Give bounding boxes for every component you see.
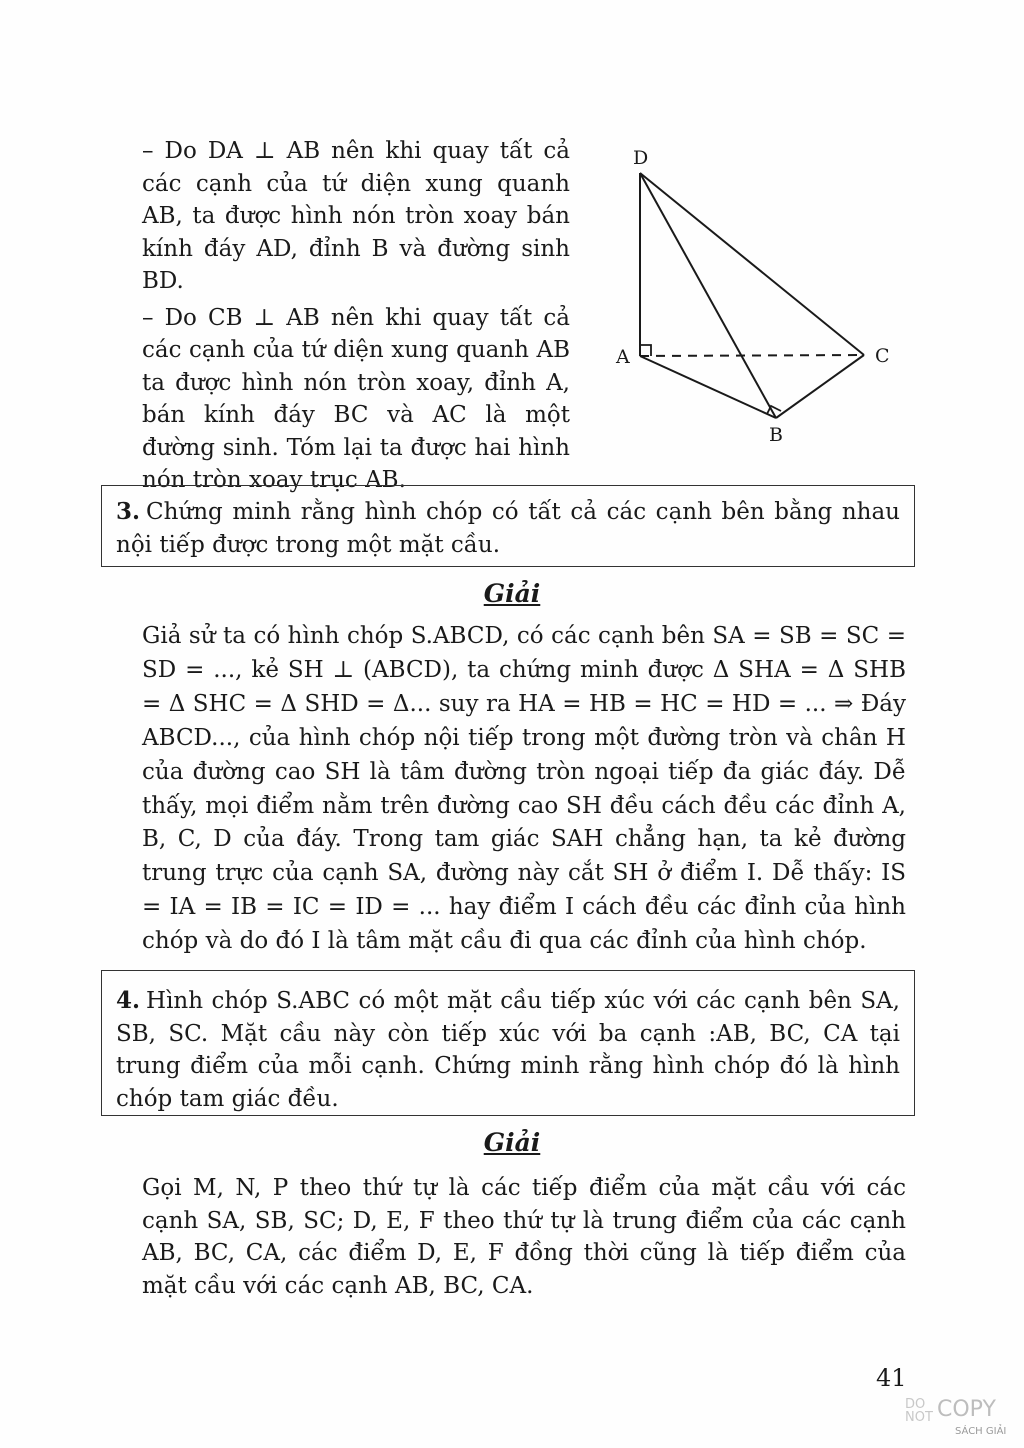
problem-4-text: Hình chóp S.ABC có một mặt cầu tiếp xúc với các cạnh bên SA, SB, SC. Mặt cầu này còn tiếp xúc với ba cạnh :AB, BC, CA tại trung điểm của mỗi cạnh. Chứng minh rằng hình chóp đó là hình chóp tam giác đều. [116,988,900,1112]
tetrahedron-figure [590,130,910,460]
watermark-site: SÁCH GIẢI [955,1426,1007,1437]
intro-paragraph-1: – Do DA ⊥ AB nên khi quay tất cả các cạnh của tứ diện xung quanh AB, ta được hình nón tròn xoay bán kính đáy AD, đỉnh B và đường sinh BD. [142,138,570,294]
watermark-not: NOT [905,1410,933,1425]
watermark-copy: COPY [937,1397,996,1422]
edge-DC [640,173,864,355]
solution-4-text [142,1172,906,1302]
label-A: A [616,346,630,368]
label-D: D [633,147,649,169]
solution-3-heading: Giải [483,579,541,608]
edge-BC [776,355,864,418]
solution-4-heading: Giải [483,1128,541,1157]
intro-paragraph-2: – Do CB ⊥ AB nên khi quay tất cả các cạnh của tứ diện xung quanh AB ta được hình nón tròn xoay, đỉnh A, bán kính đáy BC và AC là một đường sinh. Tóm lại ta được hai hình nón tròn xoay trục AB. [142,304,570,493]
watermark-do: DO [905,1397,926,1412]
solution-4-paragraph: Gọi M, N, P theo thứ tự là các tiếp điểm của mặt cầu với các cạnh SA, SB, SC; D, E, F theo thứ tự là trung điểm của các cạnh AB, BC, CA, các điểm D, E, F đồng thời cũng là tiếp điểm của mặt cầu với các cạnh AB, BC, CA. [142,1175,906,1299]
problem-3-box [101,485,915,567]
problem-4-box [101,970,915,1116]
intro-text [142,135,570,497]
edge-DB [640,173,776,418]
label-C: C [875,345,890,367]
problem-4-number: 4. [116,987,141,1014]
edge-AB [640,356,776,418]
page-number: 41 [876,1364,907,1392]
solution-3-text [142,620,906,959]
solution-3-paragraph: Giả sử ta có hình chóp S.ABCD, có các cạnh bên SA = SB = SC = SD = ..., kẻ SH ⊥ (ABCD), ta chứng minh được Δ SHA = Δ SHB = Δ SHC = Δ SHD = Δ... suy ra HA = HB = HC = HD = ... ⇒ Đáy ABCD..., của hình chóp nội tiếp trong một đường tròn và chân H của đường cao SH là tâm đường tròn ngoại tiếp đa giác đáy. Dễ thấy, mọi điểm nằm trên đường cao SH đều cách đều các đỉnh A, B, C, D của đáy. Trong tam giác SAH chẳng hạn, ta kẻ đường trung trực của cạnh SA, đường này cắt SH ở điểm I. Dễ thấy: IS = IA = IB = IC = ID = ... hay điểm I cách đều các đỉnh của hình chóp và do đó I là tâm mặt cầu đi qua các đỉnh của hình chóp. [142,623,906,955]
watermark-logo [905,1398,1013,1444]
problem-3-text: Chứng minh rằng hình chóp có tất cả các cạnh bên bằng nhau nội tiếp được trong một mặt cầu. [116,499,900,558]
right-angle-mark-A [640,345,651,356]
problem-3-number: 3. [116,498,141,525]
edge-AC-hidden [640,355,864,356]
label-B: B [769,424,783,446]
